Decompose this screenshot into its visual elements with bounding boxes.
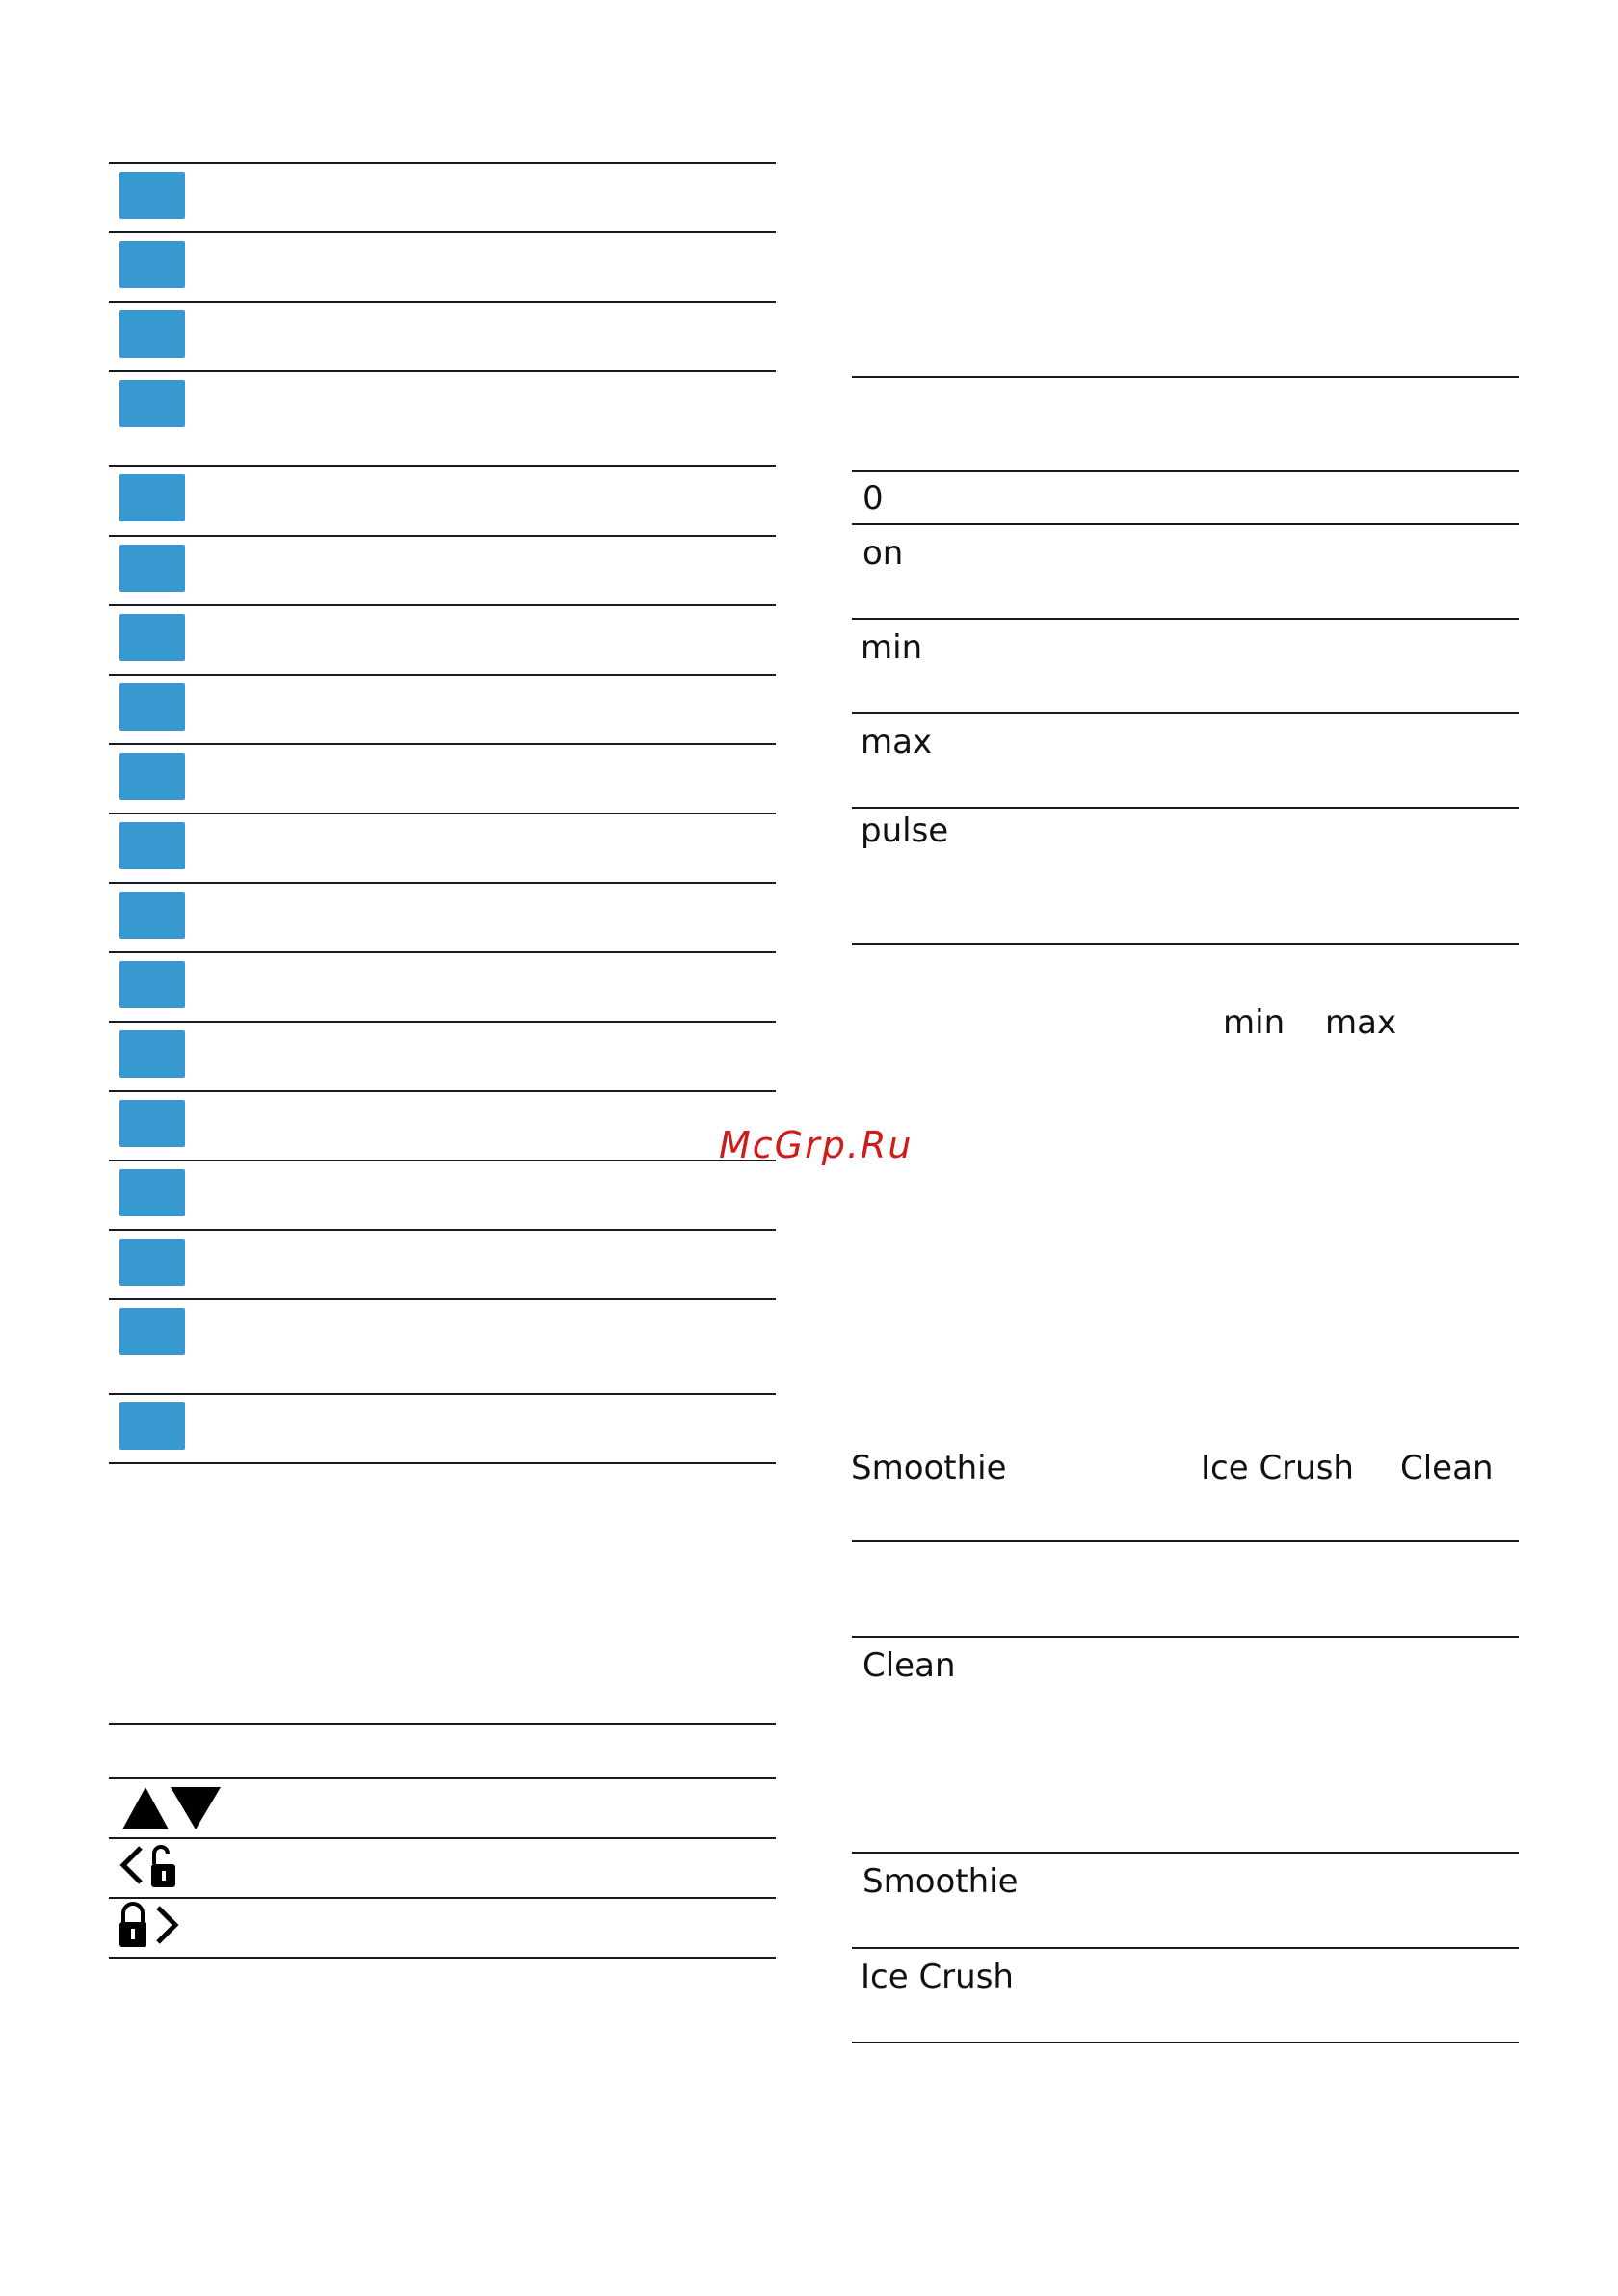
- row-marker: [119, 1308, 185, 1355]
- program-clean-heading: Clean: [1400, 1449, 1494, 1487]
- program-icecrush-row: Ice Crush: [861, 1958, 1014, 1996]
- table-rule: [109, 1777, 776, 1779]
- row-marker: [119, 241, 185, 288]
- up-down-triangles-icon: [119, 1785, 225, 1831]
- table-rule: [852, 1947, 1519, 1949]
- table-rule: [109, 1229, 776, 1231]
- table-rule: [109, 882, 776, 884]
- watermark: McGrp.Ru: [719, 1124, 914, 1166]
- table-rule: [109, 951, 776, 953]
- table-rule: [852, 943, 1519, 945]
- table-rule: [852, 618, 1519, 620]
- row-marker: [119, 683, 185, 731]
- table-rule: [109, 231, 776, 233]
- table-rule: [852, 470, 1519, 472]
- table-rule: [109, 1298, 776, 1300]
- row-marker: [119, 753, 185, 800]
- table-rule: [852, 2042, 1519, 2043]
- row-marker: [119, 172, 185, 219]
- row-marker: [119, 822, 185, 869]
- speed-setting-max: max: [861, 723, 933, 761]
- table-rule: [852, 712, 1519, 714]
- table-rule: [109, 1393, 776, 1395]
- speed-note-min: min: [1223, 1003, 1286, 1042]
- table-rule: [109, 604, 776, 606]
- table-rule: [109, 535, 776, 537]
- table-rule: [852, 1540, 1519, 1542]
- table-rule: [109, 1462, 776, 1464]
- table-rule: [109, 370, 776, 372]
- program-icecrush-heading: Ice Crush: [1201, 1449, 1354, 1487]
- program-smoothie-row: Smoothie: [862, 1862, 1019, 1901]
- table-rule: [852, 376, 1519, 378]
- table-rule: [109, 1021, 776, 1023]
- row-marker: [119, 474, 185, 521]
- table-rule: [109, 1837, 776, 1839]
- table-rule: [852, 1852, 1519, 1854]
- row-marker: [119, 892, 185, 939]
- table-rule: [109, 813, 776, 814]
- row-marker: [119, 380, 185, 427]
- program-clean-row: Clean: [862, 1646, 956, 1685]
- program-smoothie-heading: Smoothie: [851, 1449, 1007, 1487]
- row-marker: [119, 1100, 185, 1147]
- table-rule: [109, 743, 776, 745]
- table-rule: [109, 465, 776, 467]
- table-rule: [852, 1636, 1519, 1638]
- row-marker: [119, 545, 185, 592]
- table-rule: [109, 1957, 776, 1959]
- unlock-left-icon: [118, 1841, 181, 1891]
- row-marker: [119, 1169, 185, 1216]
- row-marker: [119, 614, 185, 661]
- speed-setting-0: 0: [862, 479, 884, 518]
- table-rule: [109, 1090, 776, 1092]
- speed-setting-pulse: pulse: [861, 812, 949, 850]
- row-marker: [119, 1239, 185, 1286]
- table-rule: [109, 1897, 776, 1899]
- table-rule: [109, 1723, 776, 1725]
- speed-setting-min: min: [861, 628, 923, 667]
- table-rule: [852, 807, 1519, 809]
- row-marker: [119, 1402, 185, 1450]
- table-rule: [109, 162, 776, 164]
- row-marker: [119, 961, 185, 1008]
- table-rule: [109, 674, 776, 676]
- table-rule: [109, 1160, 776, 1161]
- table-rule: [852, 523, 1519, 525]
- row-marker: [119, 310, 185, 358]
- row-marker: [119, 1030, 185, 1078]
- lock-right-icon: [118, 1899, 181, 1951]
- table-rule: [109, 301, 776, 303]
- speed-setting-on: on: [862, 534, 904, 573]
- speed-note-max: max: [1325, 1003, 1397, 1042]
